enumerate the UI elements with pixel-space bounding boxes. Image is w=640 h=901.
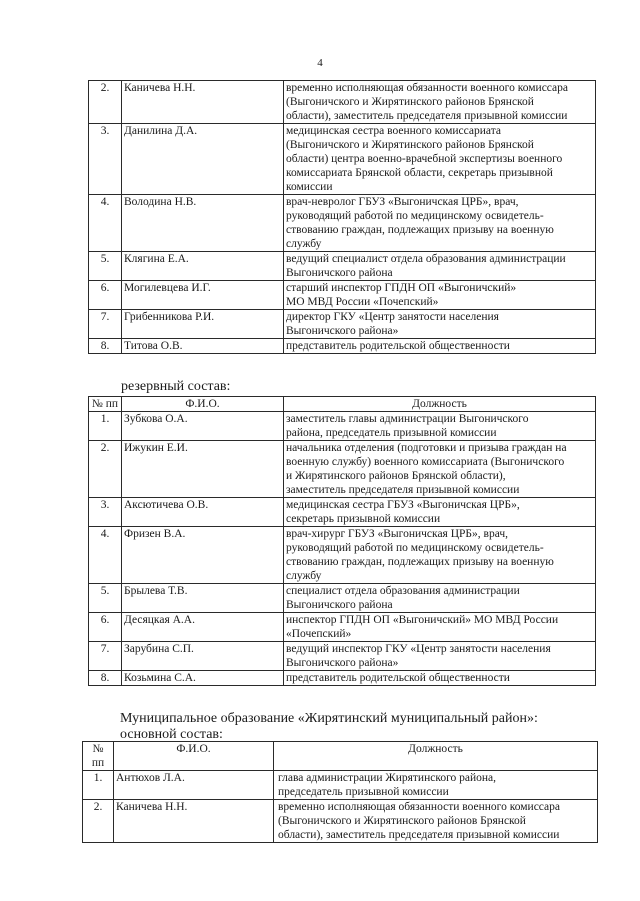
table-row: [89, 584, 596, 613]
member-name: Антюхов Л.А.: [114, 771, 274, 800]
position-line: начальника отделения (подготовки и призыва граждан на: [286, 442, 567, 454]
table-row: [89, 124, 596, 195]
row-number: 2.: [89, 81, 122, 124]
table-row: [89, 281, 596, 310]
position-line: заместитель главы администрации Выгоничского: [286, 413, 529, 425]
table-row: [89, 613, 596, 642]
table-row: [89, 412, 596, 441]
table-row: [89, 195, 596, 252]
position-line: (Выгоничского и Жирятинского районов Брянской: [286, 96, 534, 108]
position-line: Выгоничского района: [286, 599, 393, 611]
position-line: специалист отдела образования администрации: [286, 585, 520, 597]
header-name: Ф.И.О.: [114, 742, 274, 771]
member-position: [284, 310, 596, 339]
position-line: ствованию граждан, подлежащих призыву на военную: [286, 556, 554, 568]
row-number: 4.: [89, 527, 122, 584]
table-header-row: [83, 742, 598, 771]
position-line: руководящий работой по медицинскому освидетель-: [286, 210, 544, 222]
reserve-heading: резервный состав:: [121, 379, 231, 394]
position-line: ствованию граждан, подлежащих призыву на военную: [286, 224, 554, 236]
position-line: ведущий инспектор ГКУ «Центр занятости населения: [286, 643, 551, 655]
table-row: [89, 642, 596, 671]
position-line: военную службу) военного комиссариата (Выгоничского: [286, 456, 565, 468]
table-row: [89, 671, 596, 686]
member-position: [274, 800, 598, 843]
member-name: Могилевцева И.Г.: [122, 281, 284, 310]
member-position: [284, 441, 596, 498]
member-name: Брылева Т.В.: [122, 584, 284, 613]
position-line: (Выгоничского и Жирятинского районов Брянской: [278, 815, 526, 827]
table-row: [83, 800, 598, 843]
position-line: службу: [286, 238, 322, 250]
member-position: [284, 642, 596, 671]
member-name: Титова О.В.: [122, 339, 284, 354]
member-position: [284, 412, 596, 441]
row-number: 6.: [89, 281, 122, 310]
table-row: [83, 771, 598, 800]
position-line: временно исполняющая обязанности военного комиссара: [286, 82, 568, 94]
position-line: представитель родительской общественности: [286, 340, 510, 352]
row-number: 8.: [89, 339, 122, 354]
member-position: [284, 281, 596, 310]
header-role: Должность: [274, 742, 598, 771]
member-position: [284, 584, 596, 613]
position-line: МО МВД России «Почепский»: [286, 296, 439, 308]
header-num: № пп: [83, 742, 114, 771]
position-line: Выгоничского района»: [286, 657, 399, 669]
position-line: врач-хирург ГБУЗ «Выгоничская ЦРБ», врач,: [286, 528, 508, 540]
member-name: Каничева Н.Н.: [114, 800, 274, 843]
position-line: инспектор ГПДН ОП «Выгоничский» МО МВД России: [286, 614, 559, 626]
row-number: 3.: [89, 498, 122, 527]
member-name: Данилина Д.А.: [122, 124, 284, 195]
position-line: медицинская сестра ГБУЗ «Выгоничская ЦРБ»,: [286, 499, 520, 511]
table-row: [89, 498, 596, 527]
position-line: временно исполняющая обязанности военного комиссара: [278, 801, 560, 813]
position-line: комиссариата Брянской области, секретарь призывной: [286, 167, 553, 179]
table-row: [89, 310, 596, 339]
row-number: 8.: [89, 671, 122, 686]
zhiryatino-main-table: [82, 741, 598, 843]
position-line: Выгоничского района: [286, 267, 393, 279]
table-body: [89, 81, 596, 354]
position-line: Выгоничского района»: [286, 325, 399, 337]
member-name: Фризен В.А.: [122, 527, 284, 584]
member-position: [284, 339, 596, 354]
table-row: [89, 252, 596, 281]
position-line: комиссии: [286, 181, 333, 193]
position-line: секретарь призывной комиссии: [286, 513, 441, 525]
member-name: Ижукин Е.И.: [122, 441, 284, 498]
table-header-row: [89, 397, 596, 412]
member-position: [284, 671, 596, 686]
member-position: [284, 195, 596, 252]
position-line: области), заместитель председателя призывной комиссии: [278, 829, 560, 841]
row-number: 2.: [89, 441, 122, 498]
member-name: Грибенникова Р.И.: [122, 310, 284, 339]
position-line: «Почепский»: [286, 628, 352, 640]
row-number: 6.: [89, 613, 122, 642]
table-row: [89, 339, 596, 354]
position-line: старший инспектор ГПДН ОП «Выгоничский»: [286, 282, 517, 294]
member-name: Зарубина С.П.: [122, 642, 284, 671]
table-row: [89, 441, 596, 498]
member-name: Зубкова О.А.: [122, 412, 284, 441]
table-row: [89, 81, 596, 124]
member-position: [274, 771, 598, 800]
position-line: представитель родительской общественности: [286, 672, 510, 684]
row-number: 3.: [89, 124, 122, 195]
member-name: Десяцкая А.А.: [122, 613, 284, 642]
commission-reserve-table: [88, 396, 596, 686]
member-position: [284, 613, 596, 642]
row-number: 4.: [89, 195, 122, 252]
position-line: врач-невролог ГБУЗ «Выгоничская ЦРБ», врач,: [286, 196, 519, 208]
position-line: медицинская сестра военного комиссариата: [286, 125, 501, 137]
header-num: № пп: [89, 397, 122, 412]
row-number: 1.: [83, 771, 114, 800]
position-line: руководящий работой по медицинскому освидетель-: [286, 542, 544, 554]
row-number: 5.: [89, 584, 122, 613]
header-name: Ф.И.О.: [122, 397, 284, 412]
main-composition-heading: основной состав:: [120, 727, 223, 742]
table-body: [83, 771, 598, 843]
position-line: глава администрации Жирятинского района,: [278, 772, 497, 784]
page-number: 4: [317, 57, 323, 69]
position-line: (Выгоничского и Жирятинского районов Брянской: [286, 139, 534, 151]
position-line: области) центра военно-врачебной экспертизы военного: [286, 153, 563, 165]
municipality-heading: Муниципальное образование «Жирятинский муниципальный район»:: [120, 711, 538, 726]
member-position: [284, 498, 596, 527]
member-name: Каничева Н.Н.: [122, 81, 284, 124]
member-position: [284, 252, 596, 281]
member-position: [284, 527, 596, 584]
row-number: 1.: [89, 412, 122, 441]
row-number: 7.: [89, 310, 122, 339]
table-body: [89, 412, 596, 686]
position-line: области), заместитель председателя призывной комиссии: [286, 110, 568, 122]
position-line: заместитель председателя призывной комиссии: [286, 484, 520, 496]
member-name: Клягина Е.А.: [122, 252, 284, 281]
row-number: 2.: [83, 800, 114, 843]
position-line: директор ГКУ «Центр занятости населения: [286, 311, 499, 323]
member-name: Володина Н.В.: [122, 195, 284, 252]
row-number: 7.: [89, 642, 122, 671]
position-line: ведущий специалист отдела образования администрации: [286, 253, 566, 265]
member-position: [284, 124, 596, 195]
row-number: 5.: [89, 252, 122, 281]
member-name: Козьмина С.А.: [122, 671, 284, 686]
member-position: [284, 81, 596, 124]
member-name: Аксютичева О.В.: [122, 498, 284, 527]
position-line: службу: [286, 570, 322, 582]
position-line: района, председатель призывной комиссии: [286, 427, 497, 439]
table-row: [89, 527, 596, 584]
position-line: председатель призывной комиссии: [278, 786, 449, 798]
commission-main-table-continued: [88, 80, 596, 354]
header-role: Должность: [284, 397, 596, 412]
position-line: и Жирятинского районов Брянской области),: [286, 470, 506, 482]
